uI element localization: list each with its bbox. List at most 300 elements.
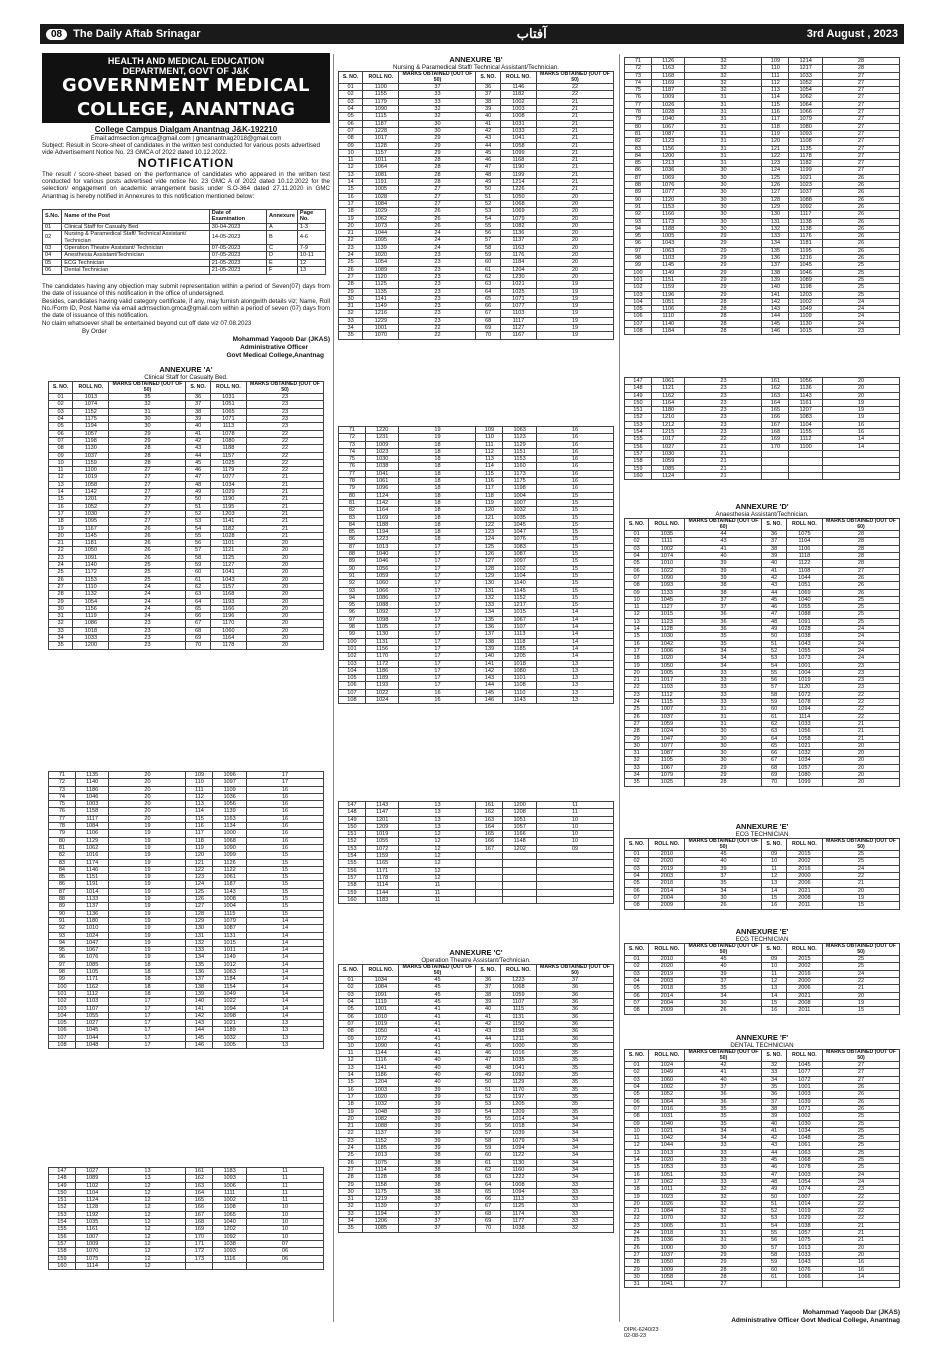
table-cell: 15 — [247, 874, 324, 881]
table-cell: 1198 — [503, 485, 537, 492]
table-cell: 98 — [339, 624, 366, 631]
table-cell: 1103 — [649, 684, 685, 691]
table-cell: 26 — [625, 713, 649, 720]
posts-cell: Clinical Staff for Casualty Bed — [62, 223, 209, 230]
table-row — [49, 917, 324, 924]
table-cell: 1042 — [649, 1135, 685, 1142]
table-row — [625, 720, 900, 727]
table-cell: 140 — [476, 653, 503, 660]
table-cell: 29 — [685, 284, 762, 291]
table-cell: 1118 — [786, 553, 822, 560]
table-cell: 14 — [247, 917, 324, 924]
table-cell: 58 — [476, 244, 500, 251]
table-cell: 15 — [537, 514, 614, 521]
table-cell: 35 — [685, 640, 762, 647]
table-cell: 58 — [762, 691, 786, 698]
table-cell: 97 — [339, 616, 366, 623]
table-cell: 24 — [823, 313, 900, 320]
table-cell: 2021 — [786, 992, 822, 999]
table-cell: 38 — [399, 1159, 476, 1166]
table-cell: 1062 — [649, 1178, 685, 1185]
table-cell: 1169 — [651, 79, 685, 86]
table-cell: 2003 — [649, 873, 685, 880]
table-cell: 75 — [339, 456, 366, 463]
table-cell: 1164 — [210, 634, 246, 641]
table-cell: 1072 — [363, 1035, 399, 1042]
table-header-row — [625, 1050, 900, 1062]
table-row — [339, 179, 614, 186]
table-cell: 19 — [109, 939, 186, 946]
table-cell: 36 — [762, 1091, 786, 1098]
table-cell: 34 — [537, 1152, 614, 1159]
table-cell: 1035 — [75, 1219, 109, 1226]
table-row — [625, 728, 900, 735]
table-cell: 1158 — [75, 808, 109, 815]
table-cell: 50 — [476, 186, 500, 193]
table-cell: 24 — [823, 640, 900, 647]
table-cell: 162 — [186, 1175, 213, 1182]
table-cell: 20 — [823, 992, 900, 999]
table-cell: 08 — [49, 445, 73, 452]
table-cell: 27 — [823, 160, 900, 167]
table-cell: 30 — [685, 218, 762, 225]
table-cell: 44 — [762, 1149, 786, 1156]
table-row — [339, 1217, 614, 1224]
table-cell: 1136 — [75, 910, 109, 917]
table-cell: 32 — [685, 79, 762, 86]
table-row — [49, 1020, 324, 1027]
column-divider — [619, 54, 620, 1322]
table-cell: 107 — [625, 320, 652, 327]
table-cell: 78 — [339, 478, 366, 485]
table-cell: 32 — [762, 1062, 786, 1069]
table-row — [339, 514, 614, 521]
table-cell: 21 — [537, 149, 614, 156]
table-cell: 1063 — [213, 969, 247, 976]
table-cell: 1153 — [73, 576, 109, 583]
table-row — [339, 823, 614, 830]
table-cell: 20 — [247, 583, 324, 590]
table-cell: 1045 — [786, 1062, 822, 1069]
table-cell: 20 — [823, 742, 900, 749]
posts-cell: Operation Theatre Assistant/ Technician — [62, 245, 209, 252]
table-cell: 01 — [49, 394, 73, 401]
table-cell: 116 — [762, 109, 789, 116]
table-cell: 33 — [625, 764, 649, 771]
table-cell: 11 — [399, 882, 476, 889]
table-cell: 24 — [399, 244, 476, 251]
table-cell: 10 — [247, 1233, 324, 1240]
table-row — [339, 1210, 614, 1217]
table-cell: 27 — [109, 496, 186, 503]
table-row — [339, 667, 614, 674]
table-cell: 21 — [537, 142, 614, 149]
table-row — [339, 113, 614, 120]
table-cell: 45 — [762, 596, 786, 603]
table-cell: 12 — [109, 1226, 186, 1233]
table-cell: 06 — [247, 1255, 324, 1262]
table-cell: 69 — [476, 324, 500, 331]
table-cell: 1116 — [363, 1057, 399, 1064]
table-cell: 1178 — [210, 642, 246, 649]
table-cell: 56 — [762, 677, 786, 684]
table-cell: 19 — [109, 852, 186, 859]
table-cell: 123 — [186, 874, 213, 881]
table-cell: 79 — [49, 830, 76, 837]
dipk-number: DIPK-6240/23 — [624, 1327, 659, 1333]
table-cell: 51 — [186, 503, 210, 510]
posts-cell: 1-3 — [297, 223, 325, 230]
table-cell: 01 — [625, 956, 649, 963]
table-row — [339, 106, 614, 113]
table-cell: 28 — [823, 58, 900, 65]
table-row — [625, 1127, 900, 1134]
table-cell: 1143 — [365, 802, 399, 809]
table-cell: 158 — [49, 1248, 76, 1255]
table-cell: 1067 — [649, 764, 685, 771]
table-cell: 139 — [476, 645, 503, 652]
table-cell: 158 — [339, 882, 366, 889]
table-row — [339, 1152, 614, 1159]
table-row — [339, 689, 614, 696]
table-cell: 19 — [537, 317, 614, 324]
table-cell: 92 — [625, 211, 652, 218]
table-row — [49, 408, 324, 415]
table-header-cell: MARKS OBTAINED (OUT OF 50) — [685, 944, 762, 956]
table-cell: 47 — [186, 474, 210, 481]
table-cell: 104 — [625, 298, 652, 305]
table-cell: 06 — [247, 1248, 324, 1255]
table-header-row — [625, 944, 900, 956]
table-row — [625, 399, 900, 406]
table-cell: 1080 — [786, 771, 822, 778]
table-cell: 22 — [685, 436, 762, 443]
table-cell: 1193 — [210, 598, 246, 605]
table-cell: 1179 — [210, 467, 246, 474]
table-cell: 141 — [186, 1005, 213, 1012]
table-cell: 1040 — [786, 596, 822, 603]
table-cell: 19 — [109, 859, 186, 866]
table-cell: 19 — [109, 823, 186, 830]
table-row — [625, 963, 900, 970]
table-cell: 1189 — [213, 1027, 247, 1034]
table-row — [625, 545, 900, 552]
table-cell: 2011 — [786, 902, 822, 909]
table-cell — [789, 458, 823, 465]
table-cell: 72 — [49, 779, 76, 786]
table-row — [49, 583, 324, 590]
table-cell: 39 — [399, 1101, 476, 1108]
table-cell: 33 — [537, 1210, 614, 1217]
table-header-cell: MARKS OBTAINED (OUT OF 50) — [399, 965, 476, 977]
table-cell: 11 — [49, 467, 73, 474]
table-cell: 40 — [399, 1057, 476, 1064]
annexure-e-subtitle-2: ECG TECHNICIAN — [735, 936, 789, 943]
table-cell: 86 — [49, 881, 76, 888]
table-cell: 21 — [339, 230, 363, 237]
table-cell: 30 — [685, 728, 762, 735]
table-cell: 20 — [537, 200, 614, 207]
table-cell: 27 — [823, 152, 900, 159]
table-cell: 31 — [685, 123, 762, 130]
table-cell: 153 — [625, 421, 652, 428]
table-cell: 1074 — [73, 401, 109, 408]
table-cell: 1025 — [649, 779, 685, 786]
table-cell: 14 — [537, 624, 614, 631]
table-row — [339, 492, 614, 499]
table-cell: 78 — [49, 823, 76, 830]
table-cell: 1092 — [213, 1233, 247, 1240]
table-row — [339, 273, 614, 280]
table-cell: 94 — [339, 594, 366, 601]
posts-cell: 12 — [297, 259, 325, 266]
table-cell: 1168 — [500, 157, 536, 164]
table-cell: 60 — [762, 1266, 786, 1273]
table-cell: 22 — [339, 237, 363, 244]
table-cell: 30 — [685, 999, 762, 1006]
table-cell: 1060 — [210, 627, 246, 634]
table-cell: 65 — [476, 1188, 500, 1195]
table-cell: 20 — [247, 591, 324, 598]
table-row — [339, 977, 614, 984]
table-cell: 29 — [685, 1259, 762, 1266]
table-cell: 39 — [399, 1130, 476, 1137]
table-cell: 14 — [762, 887, 786, 894]
table-cell: 28 — [823, 65, 900, 72]
table-cell: 1117 — [500, 317, 536, 324]
table-cell: 1044 — [649, 1142, 685, 1149]
table-cell: 20 — [823, 1244, 900, 1251]
table-cell: 1030 — [73, 510, 109, 517]
table-cell: 52 — [476, 1093, 500, 1100]
table-cell: 34 — [339, 1217, 363, 1224]
table-cell: 30 — [109, 416, 186, 423]
table-cell: 1049 — [649, 1069, 685, 1076]
table-cell: 1121 — [210, 547, 246, 554]
table-cell: 32 — [625, 757, 649, 764]
table-cell: 02 — [339, 984, 363, 991]
table-cell: 20 — [537, 215, 614, 222]
table-row — [625, 443, 900, 450]
table-row — [49, 969, 324, 976]
table-cell: 1025 — [500, 288, 536, 295]
table-cell: 32 — [685, 1186, 762, 1193]
table-cell: 20 — [109, 793, 186, 800]
table-cell: 16 — [625, 640, 649, 647]
table-cell: 45 — [476, 1042, 500, 1049]
table-cell: 15 — [625, 1164, 649, 1171]
table-cell: 22 — [823, 1200, 900, 1207]
table-cell: 1131 — [213, 932, 247, 939]
table-cell: 28 — [685, 306, 762, 313]
table-cell: 1194 — [73, 423, 109, 430]
table-cell: 21 — [537, 98, 614, 105]
table-row — [49, 562, 324, 569]
table-row — [49, 903, 324, 910]
table-cell: 14 — [247, 990, 324, 997]
table-cell: 1031 — [210, 394, 246, 401]
table-cell: 31 — [625, 1281, 649, 1288]
table-cell: 62 — [186, 583, 210, 590]
table-cell: 1097 — [213, 779, 247, 786]
table-cell: 1056 — [213, 801, 247, 808]
table-cell: 1025 — [210, 459, 246, 466]
signer-title: Administrative Officer — [240, 344, 308, 351]
signer-org: Govt Medical College,Anantnag — [226, 352, 324, 359]
table-row — [625, 1178, 900, 1185]
table-row — [625, 647, 900, 654]
table-cell: 128 — [762, 196, 789, 203]
table-cell: 1059 — [365, 572, 399, 579]
table-row — [49, 793, 324, 800]
table-row — [625, 182, 900, 189]
table-row — [339, 1020, 614, 1027]
table-cell: 48 — [476, 171, 500, 178]
table-cell: 1130 — [73, 445, 109, 452]
table-cell: 1075 — [786, 531, 822, 538]
table-cell: 1024 — [649, 1062, 685, 1069]
table-cell: 146 — [476, 696, 503, 703]
table-cell: 1163 — [213, 815, 247, 822]
table-cell: 33 — [685, 691, 762, 698]
table-cell: 1022 — [213, 998, 247, 1005]
table-cell: 30 — [625, 1273, 649, 1280]
table-row — [625, 255, 900, 262]
table-cell: 155 — [339, 860, 366, 867]
posts-cell: C — [267, 245, 298, 252]
table-row — [339, 303, 614, 310]
table-cell: 62 — [476, 1166, 500, 1173]
table-row — [625, 392, 900, 399]
table-cell: 143 — [476, 675, 503, 682]
table-row — [625, 880, 900, 887]
table-cell: 40 — [399, 1064, 476, 1071]
table-cell: 133 — [762, 233, 789, 240]
table-cell: 1075 — [75, 1255, 109, 1262]
table-cell: 112 — [762, 79, 789, 86]
table-cell: 18 — [399, 485, 476, 492]
table-cell: 04 — [625, 978, 649, 985]
table-cell: 1105 — [365, 624, 399, 631]
posts-row — [43, 223, 326, 230]
table-cell: 15 — [49, 496, 73, 503]
table-cell: 2020 — [649, 858, 685, 865]
table-cell: 04 — [625, 873, 649, 880]
table-cell: 1091 — [363, 991, 399, 998]
table-cell: 36 — [537, 1013, 614, 1020]
table-cell: 40 — [685, 858, 762, 865]
table-cell: 25 — [823, 284, 900, 291]
table-cell: 22 — [823, 699, 900, 706]
table-cell: 07 — [625, 999, 649, 1006]
table-cell: 2015 — [786, 851, 822, 858]
table-cell: 1211 — [500, 1035, 536, 1042]
table-cell: 1037 — [789, 189, 823, 196]
table-cell: 10 — [339, 1042, 363, 1049]
table-row — [339, 295, 614, 302]
table-cell: 26 — [109, 525, 186, 532]
table-row — [625, 203, 900, 210]
table-cell: 1068 — [500, 984, 536, 991]
table-cell: 1080 — [210, 437, 246, 444]
table-cell: 31 — [685, 152, 762, 159]
table-cell: 09 — [625, 1120, 649, 1127]
table-cell: 15 — [537, 529, 614, 536]
table-cell: 170 — [762, 443, 789, 450]
table-header-cell: MARKS OBTAINED (OUT OF 50) — [685, 1050, 762, 1062]
posts-table — [42, 209, 326, 275]
table-row — [625, 72, 900, 79]
table-cell: 87 — [339, 543, 366, 550]
table-cell: 1040 — [213, 1219, 247, 1226]
table-cell: 114 — [476, 463, 503, 470]
table-cell: 1055 — [786, 604, 822, 611]
table-cell: 23 — [247, 423, 324, 430]
table-cell: 23 — [823, 684, 900, 691]
table-row — [625, 999, 900, 1006]
table-cell: 26 — [823, 182, 900, 189]
annexure-a-part-2 — [48, 771, 324, 1049]
table-cell: 94 — [49, 939, 76, 946]
table-cell: 12 — [399, 838, 476, 845]
table-cell: 81 — [49, 844, 76, 851]
table-cell: 115 — [476, 470, 503, 477]
table-cell: 37 — [685, 604, 762, 611]
table-cell: 1104 — [503, 572, 537, 579]
table-cell: 119 — [186, 844, 213, 851]
table-cell: 36 — [537, 991, 614, 998]
table-cell: 35 — [339, 332, 363, 339]
table-cell: 96 — [339, 609, 366, 616]
table-cell: 67 — [476, 310, 500, 317]
table-cell: 24 — [823, 970, 900, 977]
table-cell: 10 — [247, 1226, 324, 1233]
table-cell: 134 — [762, 240, 789, 247]
table-cell: 42 — [476, 127, 500, 134]
table-row — [625, 378, 900, 385]
table-cell: 1067 — [651, 123, 685, 130]
table-row — [49, 613, 324, 620]
table-cell: 102 — [339, 653, 366, 660]
table-cell: 91 — [625, 203, 652, 210]
table-cell: 48 — [186, 481, 210, 488]
table-cell: 20 — [109, 808, 186, 815]
table-cell: 1176 — [500, 252, 536, 259]
table-cell: 1125 — [363, 281, 399, 288]
table-cell: 1209 — [500, 1108, 536, 1115]
table-cell: 1064 — [789, 101, 823, 108]
table-cell: 140 — [762, 284, 789, 291]
table-cell: 20 — [537, 252, 614, 259]
table-cell: 1160 — [503, 463, 537, 470]
table-row — [49, 779, 324, 786]
table-cell: 22 — [823, 1208, 900, 1215]
table-cell: 60 — [762, 706, 786, 713]
table-cell: 1086 — [73, 620, 109, 627]
table-cell: 69 — [762, 771, 786, 778]
table-cell: 145 — [186, 1034, 213, 1041]
table-cell: 41 — [399, 1035, 476, 1042]
table-cell: 1090 — [213, 844, 247, 851]
table-header-cell: MARKS OBTAINED (OUT OF 50) — [247, 382, 324, 394]
table-cell: 61 — [476, 1159, 500, 1166]
table-row — [339, 1064, 614, 1071]
table-row — [339, 1181, 614, 1188]
table-row — [625, 560, 900, 567]
table-cell: 1030 — [786, 1120, 822, 1127]
table-cell: 20 — [247, 634, 324, 641]
table-cell: 1179 — [363, 98, 399, 105]
